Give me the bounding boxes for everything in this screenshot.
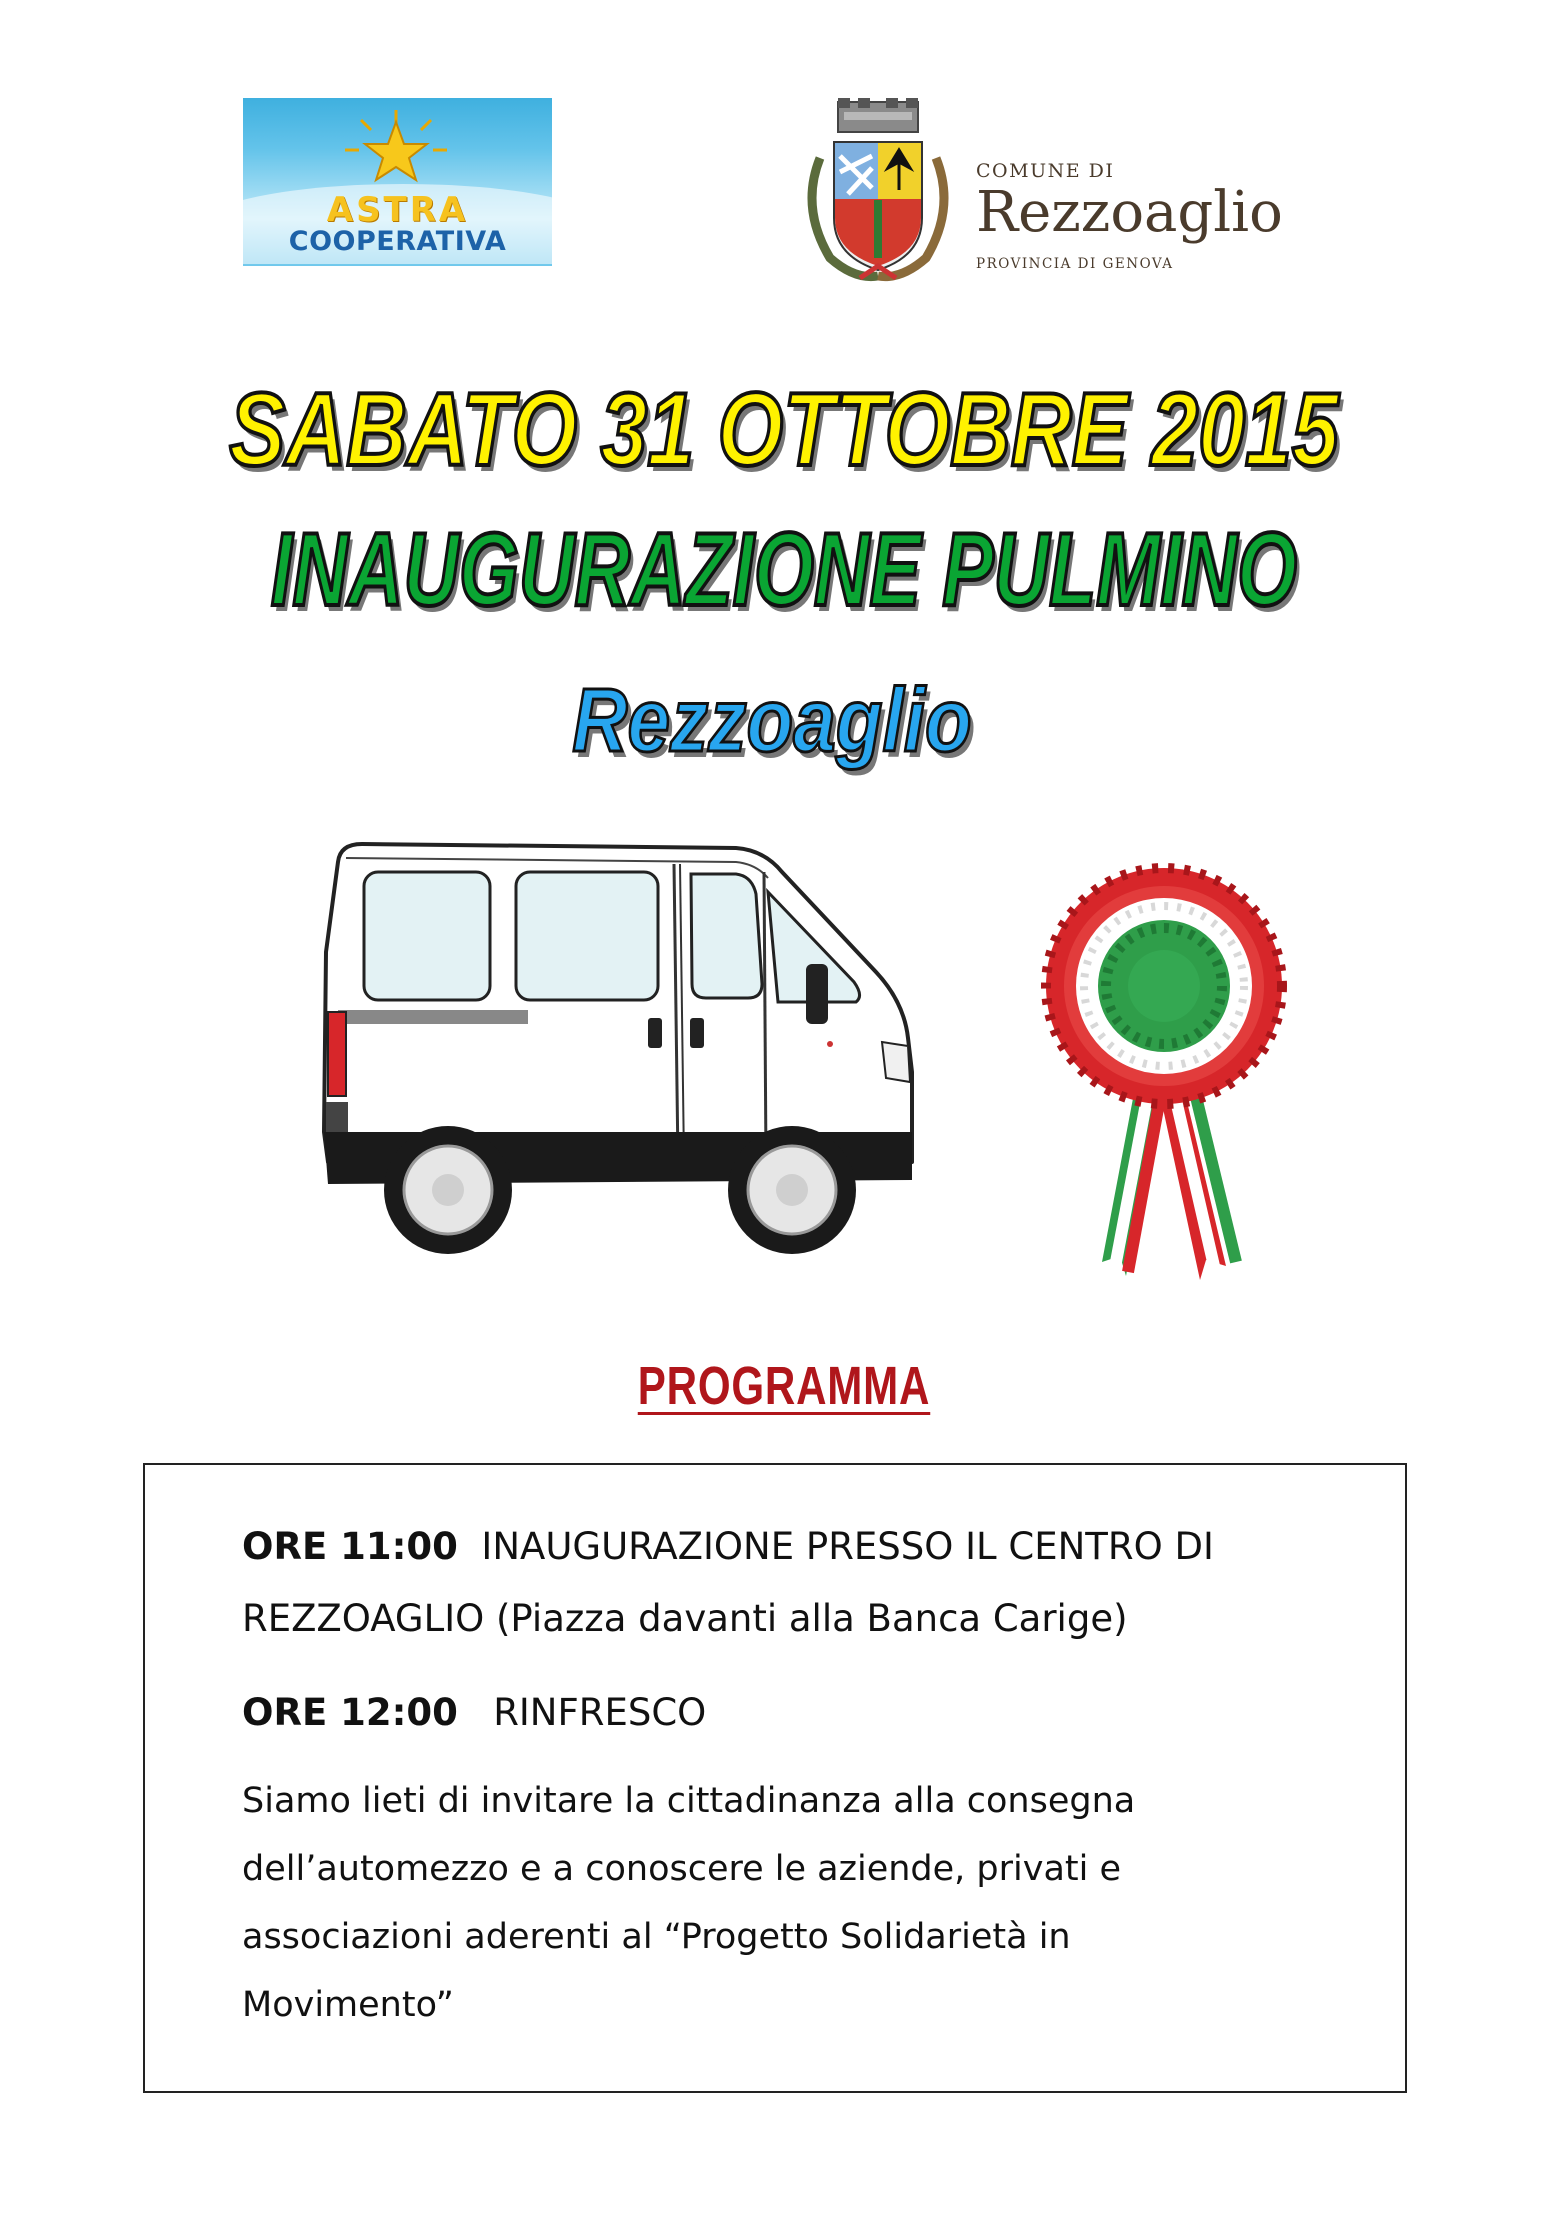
- astra-name: ASTRA: [326, 190, 469, 230]
- programma-heading: PROGRAMMA: [637, 1356, 931, 1416]
- program-item-2-text: RINFRESCO: [493, 1691, 707, 1734]
- comune-label: COMUNE DI: [976, 160, 1115, 182]
- headline-town: Rezzoaglio: [572, 671, 972, 771]
- program-item-2-time: ORE 12:00: [242, 1691, 458, 1734]
- star-icon: [331, 110, 461, 196]
- program-item-1-time: ORE 11:00: [242, 1525, 458, 1568]
- comune-province: PROVINCIA DI GENOVA: [976, 256, 1174, 272]
- program-item-2: [242, 1691, 706, 1734]
- coat-of-arms-icon: [800, 98, 956, 288]
- invite-line: Siamo lieti di invitare la cittadinanza alla consegna: [242, 1781, 1136, 1821]
- headline-date: SABATO 31 OTTOBRE 2015: [229, 372, 1339, 488]
- van-icon: [316, 832, 920, 1266]
- invite-line: associazioni aderenti al “Progetto Solidarietà in: [242, 1917, 1071, 1957]
- program-item-1-text: INAUGURAZIONE PRESSO IL CENTRO DI: [481, 1525, 1214, 1568]
- program-item-1-text-continued: REZZOAGLIO (Piazza davanti alla Banca Carige): [242, 1597, 1128, 1640]
- invite-line: Movimento”: [242, 1985, 454, 2025]
- program-item-1: [242, 1525, 1214, 1568]
- comune-name: Rezzoaglio: [976, 180, 1283, 245]
- astra-cooperativa-logo: [243, 98, 552, 266]
- program-box: [143, 1463, 1407, 2093]
- invite-line: dell’automezzo e a conoscere le aziende, privati e: [242, 1849, 1122, 1889]
- tricolor-cockade-icon: [1040, 862, 1288, 1296]
- headline-title: INAUGURAZIONE PULMINO: [270, 512, 1298, 628]
- astra-subtitle: COOPERATIVA: [288, 226, 507, 257]
